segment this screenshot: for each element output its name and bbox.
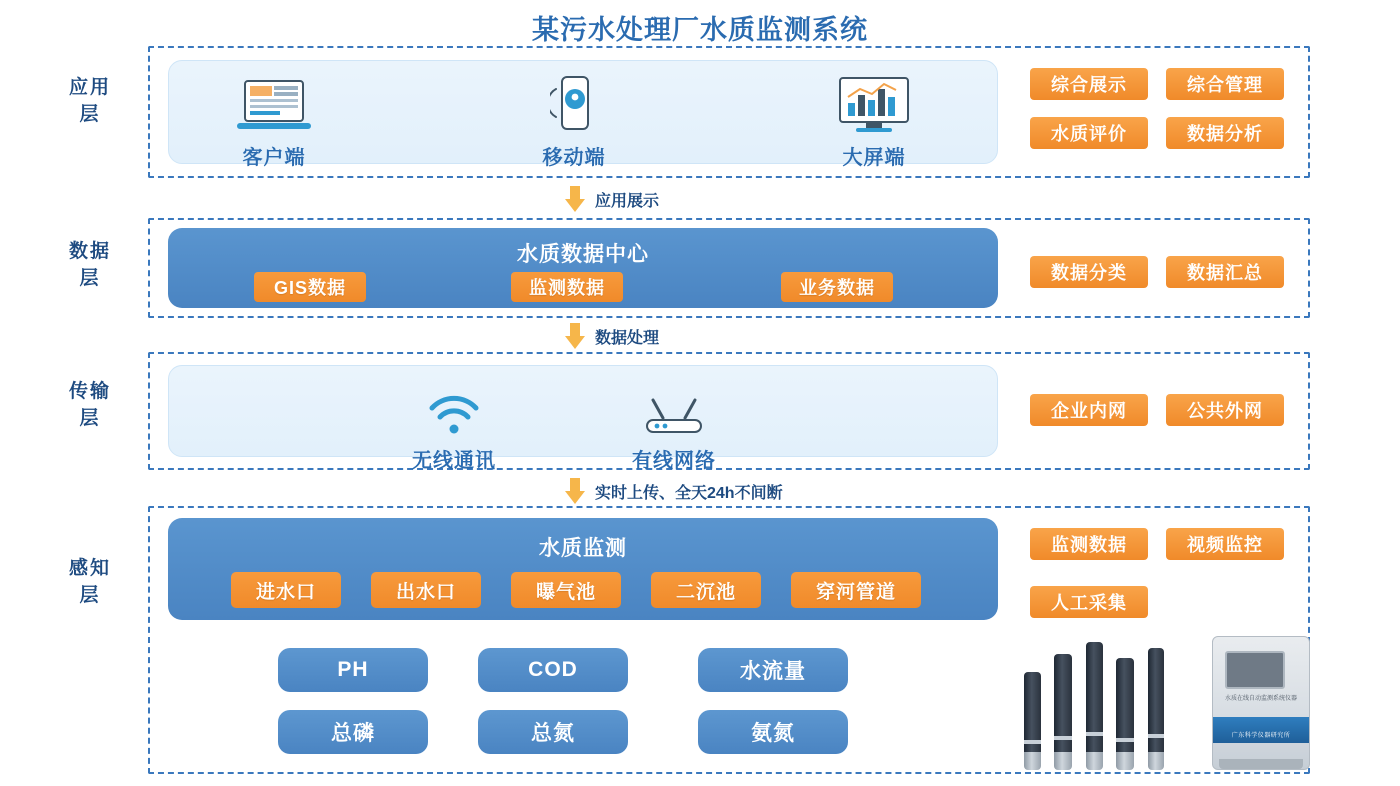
transmission-panel [168, 365, 998, 472]
mobile-location-icon [494, 71, 654, 135]
arrow-data-processing [565, 323, 659, 349]
down-arrow-icon [565, 186, 585, 212]
tag-water-quality-evaluation[interactable]: 水质评价 [1030, 117, 1148, 149]
layer-label-application: 应用层 [68, 77, 111, 125]
device-wired-label: 有线网络 [632, 450, 716, 472]
arrow-label-realtime-upload: 实时上传、全天24h不间断 [595, 484, 783, 502]
arrow-realtime-upload [565, 478, 783, 504]
chip-aeration-tank[interactable]: 曝气池 [511, 572, 621, 608]
probe-sensor-3 [1086, 642, 1103, 770]
down-arrow-icon [565, 323, 585, 349]
chip-outlet[interactable]: 出水口 [371, 572, 481, 608]
tag-comprehensive-management[interactable]: 综合管理 [1166, 68, 1284, 100]
down-arrow-icon [565, 478, 585, 504]
param-chip-cod[interactable]: COD [478, 648, 628, 692]
analyzer-brand-label: 广东科学仪器研究所 [1231, 733, 1291, 739]
application-panel [168, 60, 998, 169]
data-center-panel [168, 228, 998, 308]
device-bigscreen[interactable] [794, 71, 954, 170]
layer-label-transmission: 传输层 [68, 381, 111, 429]
param-chip-flow[interactable]: 水流量 [698, 648, 848, 692]
arrow-label-data-processing: 数据处理 [595, 329, 660, 347]
layer-label-data: 数据层 [68, 241, 111, 289]
tag-public-extranet[interactable]: 公共外网 [1166, 394, 1284, 426]
chip-monitoring-data[interactable]: 监测数据 [511, 272, 623, 302]
probe-sensor-4 [1116, 658, 1134, 770]
tag-data-analysis[interactable]: 数据分析 [1166, 117, 1284, 149]
water-quality-analyzer [1212, 636, 1310, 770]
tag-video-surveillance[interactable]: 视频监控 [1166, 528, 1284, 560]
chip-gis-data[interactable]: GIS数据 [254, 272, 366, 302]
layer-label-perception: 感知层 [68, 558, 111, 606]
device-wireless[interactable] [374, 374, 534, 473]
water-monitoring-title: 水质监测 [539, 537, 627, 560]
probe-sensor-5 [1148, 648, 1164, 770]
tag-monitoring-data[interactable]: 监测数据 [1030, 528, 1148, 560]
monitor-chart-icon [794, 71, 954, 135]
tag-enterprise-intranet[interactable]: 企业内网 [1030, 394, 1148, 426]
device-client-label: 客户端 [242, 147, 306, 169]
probe-sensor-2 [1054, 654, 1072, 770]
analyzer-base [1219, 759, 1303, 769]
param-chip-ammonia-nitrogen[interactable]: 氨氮 [698, 710, 848, 754]
chip-business-data[interactable]: 业务数据 [781, 272, 893, 302]
tag-manual-sampling[interactable]: 人工采集 [1030, 586, 1148, 618]
arrow-application-display [565, 186, 659, 212]
device-wired[interactable] [594, 374, 754, 473]
arrow-label-application-display: 应用展示 [595, 192, 660, 210]
data-center-title: 水质数据中心 [517, 243, 649, 266]
page-title: 某污水处理厂水质监测系统 [532, 15, 868, 45]
water-monitoring-panel [168, 518, 998, 620]
hardware-illustration [1010, 620, 1310, 770]
param-chip-ph[interactable]: PH [278, 648, 428, 692]
analyzer-model-label: 水质在线自动监测系统仪器 [1224, 696, 1297, 702]
wifi-icon [374, 374, 534, 438]
device-bigscreen-label: 大屏端 [842, 147, 906, 169]
tag-data-aggregation[interactable]: 数据汇总 [1166, 256, 1284, 288]
device-mobile-label: 移动端 [542, 147, 606, 169]
device-mobile[interactable] [494, 71, 654, 170]
probe-sensor-1 [1024, 672, 1041, 770]
param-chip-total-phosphorus[interactable]: 总磷 [278, 710, 428, 754]
tag-data-classification[interactable]: 数据分类 [1030, 256, 1148, 288]
chip-inlet[interactable]: 进水口 [231, 572, 341, 608]
router-icon [594, 374, 754, 438]
laptop-icon [194, 71, 354, 135]
chip-river-crossing-pipeline[interactable]: 穿河管道 [791, 572, 921, 608]
param-chip-total-nitrogen[interactable]: 总氮 [478, 710, 628, 754]
device-client[interactable] [194, 71, 354, 170]
chip-secondary-sedimentation-tank[interactable]: 二沉池 [651, 572, 761, 608]
tag-comprehensive-display[interactable]: 综合展示 [1030, 68, 1148, 100]
device-wireless-label: 无线通讯 [412, 450, 496, 472]
analyzer-screen [1225, 651, 1285, 689]
